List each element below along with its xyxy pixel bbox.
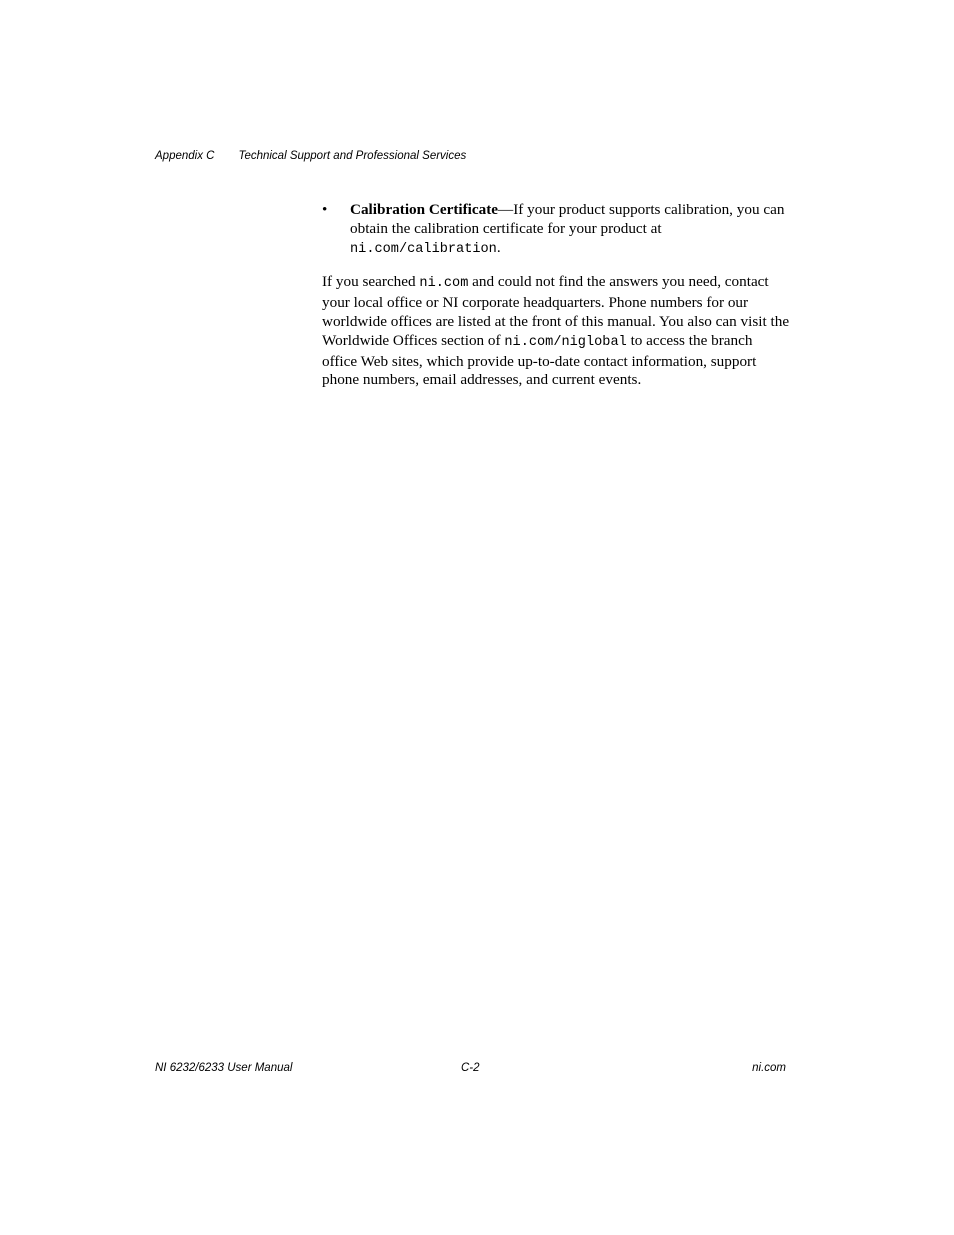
bullet-term: Calibration Certificate bbox=[350, 201, 499, 218]
bullet-text: —If your product supports calibration, you can obtain the calibration certificate for your product at bbox=[350, 201, 785, 237]
footer-site: ni.com bbox=[752, 1062, 786, 1074]
running-header bbox=[155, 150, 466, 162]
header-title: Technical Support and Professional Services bbox=[238, 150, 467, 162]
niglobal-link[interactable]: ni.com/niglobal bbox=[504, 334, 627, 350]
calibration-link[interactable]: ni.com/calibration bbox=[350, 241, 497, 257]
support-paragraph bbox=[322, 273, 790, 390]
main-content bbox=[322, 201, 790, 390]
header-section: Appendix C bbox=[155, 150, 215, 162]
bullet-end: . bbox=[496, 238, 501, 256]
list-item bbox=[322, 201, 790, 259]
bullet-mark: • bbox=[322, 201, 328, 218]
ni-com-link[interactable]: ni.com bbox=[419, 276, 469, 292]
paragraph-text-2: and could not find the answers you need, contact your local office or NI corporate headquarters. Phone numbers for our worldwide offices are listed at the front of this manual. You also can visit the Worldwide Offices section of bbox=[322, 273, 790, 349]
paragraph-text-3: to access the branch office Web sites, which provide up-to-date contact information, support phone numbers, email addresses, and current events. bbox=[322, 331, 757, 389]
footer-page-number: C-2 bbox=[461, 1062, 480, 1074]
footer-manual-title: NI 6232/6233 User Manual bbox=[155, 1062, 293, 1074]
paragraph-text-1: If you searched bbox=[322, 273, 420, 291]
